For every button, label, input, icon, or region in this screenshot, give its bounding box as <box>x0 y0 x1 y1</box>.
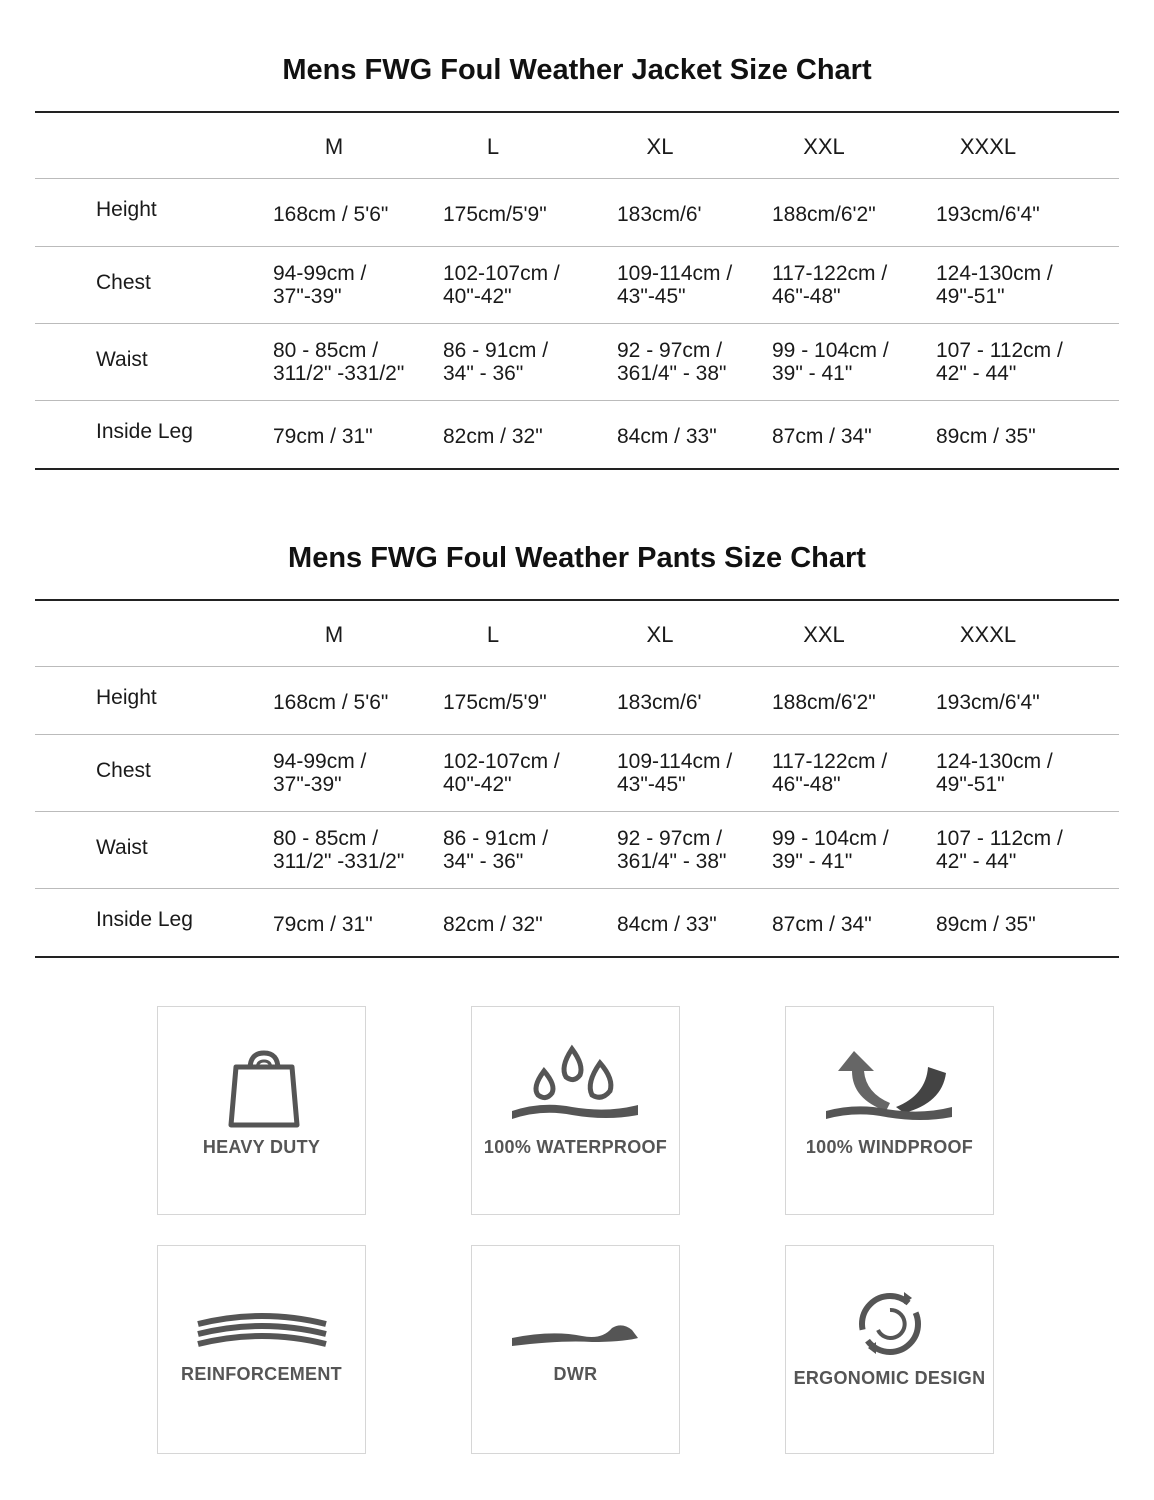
size-value: 43"-45" <box>617 772 686 796</box>
size-value: 109-114cm / <box>617 261 733 285</box>
size-value: 99 - 104cm / <box>772 338 889 362</box>
size-value: 117-122cm / <box>772 749 888 773</box>
size-header: M <box>324 134 344 159</box>
size-value: 183cm/6' <box>617 202 702 226</box>
feature-label: DWR <box>553 1364 598 1384</box>
feature-label: HEAVY DUTY <box>202 1137 321 1157</box>
row-divider <box>35 888 1119 889</box>
size-value: 84cm / 33" <box>617 424 717 448</box>
row-divider <box>35 734 1119 735</box>
table-top-rule <box>35 599 1119 601</box>
feature-badge-windproof <box>785 1006 994 1215</box>
rotation-icon <box>786 1246 995 1455</box>
size-value: 168cm / 5'6" <box>273 690 389 714</box>
pants-size-chart <box>35 538 1119 958</box>
size-value: 168cm / 5'6" <box>273 202 389 226</box>
size-value: 107 - 112cm / <box>936 826 1063 850</box>
table-bottom-rule <box>35 468 1119 470</box>
feature-label: ERGONOMIC DESIGN <box>793 1368 986 1388</box>
size-value: 107 - 112cm / <box>936 338 1063 362</box>
size-value: 37"-39" <box>273 772 342 796</box>
size-value: 34" - 36" <box>443 849 524 873</box>
size-value: 82cm / 32" <box>443 424 543 448</box>
size-header: L <box>486 134 500 159</box>
row-divider <box>35 323 1119 324</box>
table-bottom-rule <box>35 956 1119 958</box>
size-header: XXL <box>803 134 845 159</box>
size-value: 102-107cm / <box>443 749 560 773</box>
row-divider <box>35 178 1119 179</box>
feature-badge-heavy-duty <box>157 1006 366 1215</box>
size-value: 311/2" -331/2" <box>273 361 405 385</box>
jacket-size-chart <box>35 50 1119 470</box>
water-drops-icon <box>472 1007 681 1216</box>
size-value: 99 - 104cm / <box>772 826 889 850</box>
size-value: 87cm / 34" <box>772 424 872 448</box>
size-value: 37"-39" <box>273 284 342 308</box>
row-label: Waist <box>96 347 148 371</box>
row-divider <box>35 811 1119 812</box>
size-value: 49"-51" <box>936 772 1005 796</box>
size-value: 80 - 85cm / <box>273 826 379 850</box>
water-repellent-icon <box>472 1246 681 1455</box>
size-header: XL <box>646 134 674 159</box>
row-divider <box>35 246 1119 247</box>
feature-badge-waterproof <box>471 1006 680 1215</box>
size-value: 42" - 44" <box>936 849 1017 873</box>
size-value: 34" - 36" <box>443 361 524 385</box>
size-value: 40"-42" <box>443 772 512 796</box>
size-value: 92 - 97cm / <box>617 826 723 850</box>
size-value: 102-107cm / <box>443 261 560 285</box>
size-value: 311/2" -331/2" <box>273 849 405 873</box>
size-value: 92 - 97cm / <box>617 338 723 362</box>
feature-label: 100% WINDPROOF <box>805 1137 974 1157</box>
size-value: 94-99cm / <box>273 749 367 773</box>
row-label: Waist <box>96 835 148 859</box>
size-value: 89cm / 35" <box>936 912 1036 936</box>
size-value: 89cm / 35" <box>936 424 1036 448</box>
size-value: 94-99cm / <box>273 261 367 285</box>
size-value: 361/4" - 38" <box>617 849 727 873</box>
size-value: 49"-51" <box>936 284 1005 308</box>
size-value: 175cm/5'9" <box>443 690 547 714</box>
size-header: XXL <box>803 622 845 647</box>
chart-title: Mens FWG Foul Weather Jacket Size Chart <box>282 54 872 86</box>
shopping-bag-icon <box>158 1007 367 1216</box>
size-value: 175cm/5'9" <box>443 202 547 226</box>
size-value: 124-130cm / <box>936 261 1053 285</box>
chart-title: Mens FWG Foul Weather Pants Size Chart <box>288 542 866 574</box>
size-value: 46"-48" <box>772 772 841 796</box>
row-label: Chest <box>96 758 151 782</box>
size-value: 188cm/6'2" <box>772 202 876 226</box>
size-header: XL <box>646 622 674 647</box>
size-value: 80 - 85cm / <box>273 338 379 362</box>
feature-label: 100% WATERPROOF <box>483 1137 668 1157</box>
feature-label: REINFORCEMENT <box>181 1364 342 1384</box>
row-label: Height <box>96 198 157 221</box>
size-value: 124-130cm / <box>936 749 1053 773</box>
size-value: 86 - 91cm / <box>443 338 549 362</box>
wind-arrow-icon <box>786 1007 995 1216</box>
size-value: 82cm / 32" <box>443 912 543 936</box>
size-value: 109-114cm / <box>617 749 733 773</box>
size-value: 43"-45" <box>617 284 686 308</box>
row-label: Inside Leg <box>96 908 193 931</box>
feature-badge-dwr <box>471 1245 680 1454</box>
row-label: Chest <box>96 270 151 294</box>
size-value: 39" - 41" <box>772 849 853 873</box>
size-value: 42" - 44" <box>936 361 1017 385</box>
table-top-rule <box>35 111 1119 113</box>
size-value: 117-122cm / <box>772 261 888 285</box>
row-divider <box>35 666 1119 667</box>
size-value: 79cm / 31" <box>273 912 373 936</box>
size-value: 84cm / 33" <box>617 912 717 936</box>
row-label: Inside Leg <box>96 420 193 443</box>
row-divider <box>35 400 1119 401</box>
size-header: L <box>486 622 500 647</box>
size-header: XXXL <box>959 622 1017 647</box>
size-value: 86 - 91cm / <box>443 826 549 850</box>
feature-badge-reinforcement <box>157 1245 366 1454</box>
size-value: 193cm/6'4" <box>936 690 1040 714</box>
row-label: Height <box>96 686 157 709</box>
size-value: 46"-48" <box>772 284 841 308</box>
feature-badge-ergonomic <box>785 1245 994 1454</box>
size-value: 40"-42" <box>443 284 512 308</box>
size-value: 361/4" - 38" <box>617 361 727 385</box>
size-value: 193cm/6'4" <box>936 202 1040 226</box>
size-header: M <box>324 622 344 647</box>
size-value: 79cm / 31" <box>273 424 373 448</box>
size-header: XXXL <box>959 134 1017 159</box>
size-value: 39" - 41" <box>772 361 853 385</box>
layers-icon <box>158 1246 367 1455</box>
size-value: 188cm/6'2" <box>772 690 876 714</box>
size-value: 87cm / 34" <box>772 912 872 936</box>
size-value: 183cm/6' <box>617 690 702 714</box>
